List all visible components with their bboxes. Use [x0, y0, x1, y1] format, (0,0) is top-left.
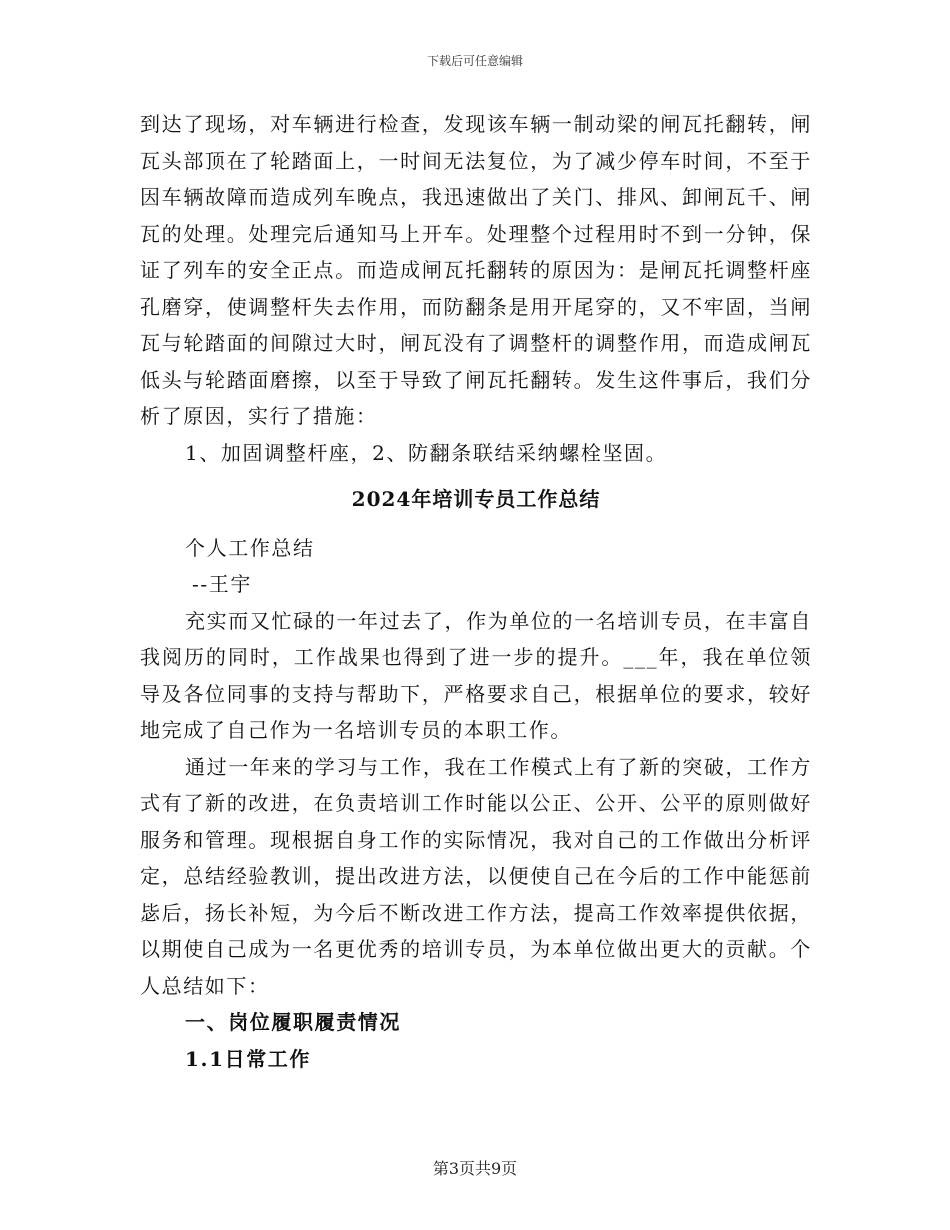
paragraph-intro: 充实而又忙碌的一年过去了，作为单位的一名培训专员，在丰富自我阅历的同时，工作战果也得到了进一步的提升。___年，我在单位领导及各位同事的支持与帮助下，严格要求自己，根据单位的要求，较好地完成了自己作为一名培训专员的本职工作。 [140, 608, 812, 742]
document-title: 2024年培训专员工作总结 [351, 487, 601, 511]
paragraph-brake-incident: 到达了现场，对车辆进行检查，发现该车辆一制动梁的闸瓦托翻转，闸瓦头部顶在了轮踏面上，一时间无法复位，为了减少停车时间，不至于因车辆故障而造成列车晚点，我迅速做出了关门、排风、卸闸瓦千、闸瓦的处理。处理完后通知马上开车。处理整个过程用时不到一分钟，保证了列车的安全正点。而造成闸瓦托翻转的原因为：是闸瓦托调整杆座孔磨穿，使调整杆失去作用，而防翻条是用开尾穿的，又不牢固，当闸瓦与轮踏面的间隙过大时，闸瓦没有了调整杆的调整作用，而造成闸瓦低头与轮踏面磨擦，以至于导致了闸瓦托翻转。发生这件事后，我们分析了原因，实行了措施： [140, 112, 812, 428]
document-body [140, 106, 812, 1077]
subsection-heading-daily-work: 1.1日常工作 [185, 1046, 311, 1071]
header-note: 下载后可任意编辑 [426, 54, 523, 68]
author-line: --王宇 [192, 572, 252, 596]
document-subtitle: 个人工作总结 [185, 535, 315, 560]
section-heading-duties: 一、岗位履职履责情况 [185, 1010, 401, 1034]
measures-line: 1、加固调整杆座，2、防翻条联结采纳螺栓坚固。 [185, 440, 668, 465]
page-number-footer: 第3页共9页 [432, 1159, 518, 1178]
paragraph-overview: 通过一年来的学习与工作，我在工作模式上有了新的突破，工作方式有了新的改进，在负责培训工作时能以公正、公开、公平的原则做好服务和管理。现根据自身工作的实际情况，我对自己的工作做出分析评定，总结经验教训，提出改进方法，以便使自己在今后的工作中能惩前毖后，扬长补短，为今后不断改进工作方法，提高工作效率提供依据，以期使自己成为一名更优秀的培训专员，为本单位做出更大的贡献。个人总结如下： [140, 754, 812, 998]
